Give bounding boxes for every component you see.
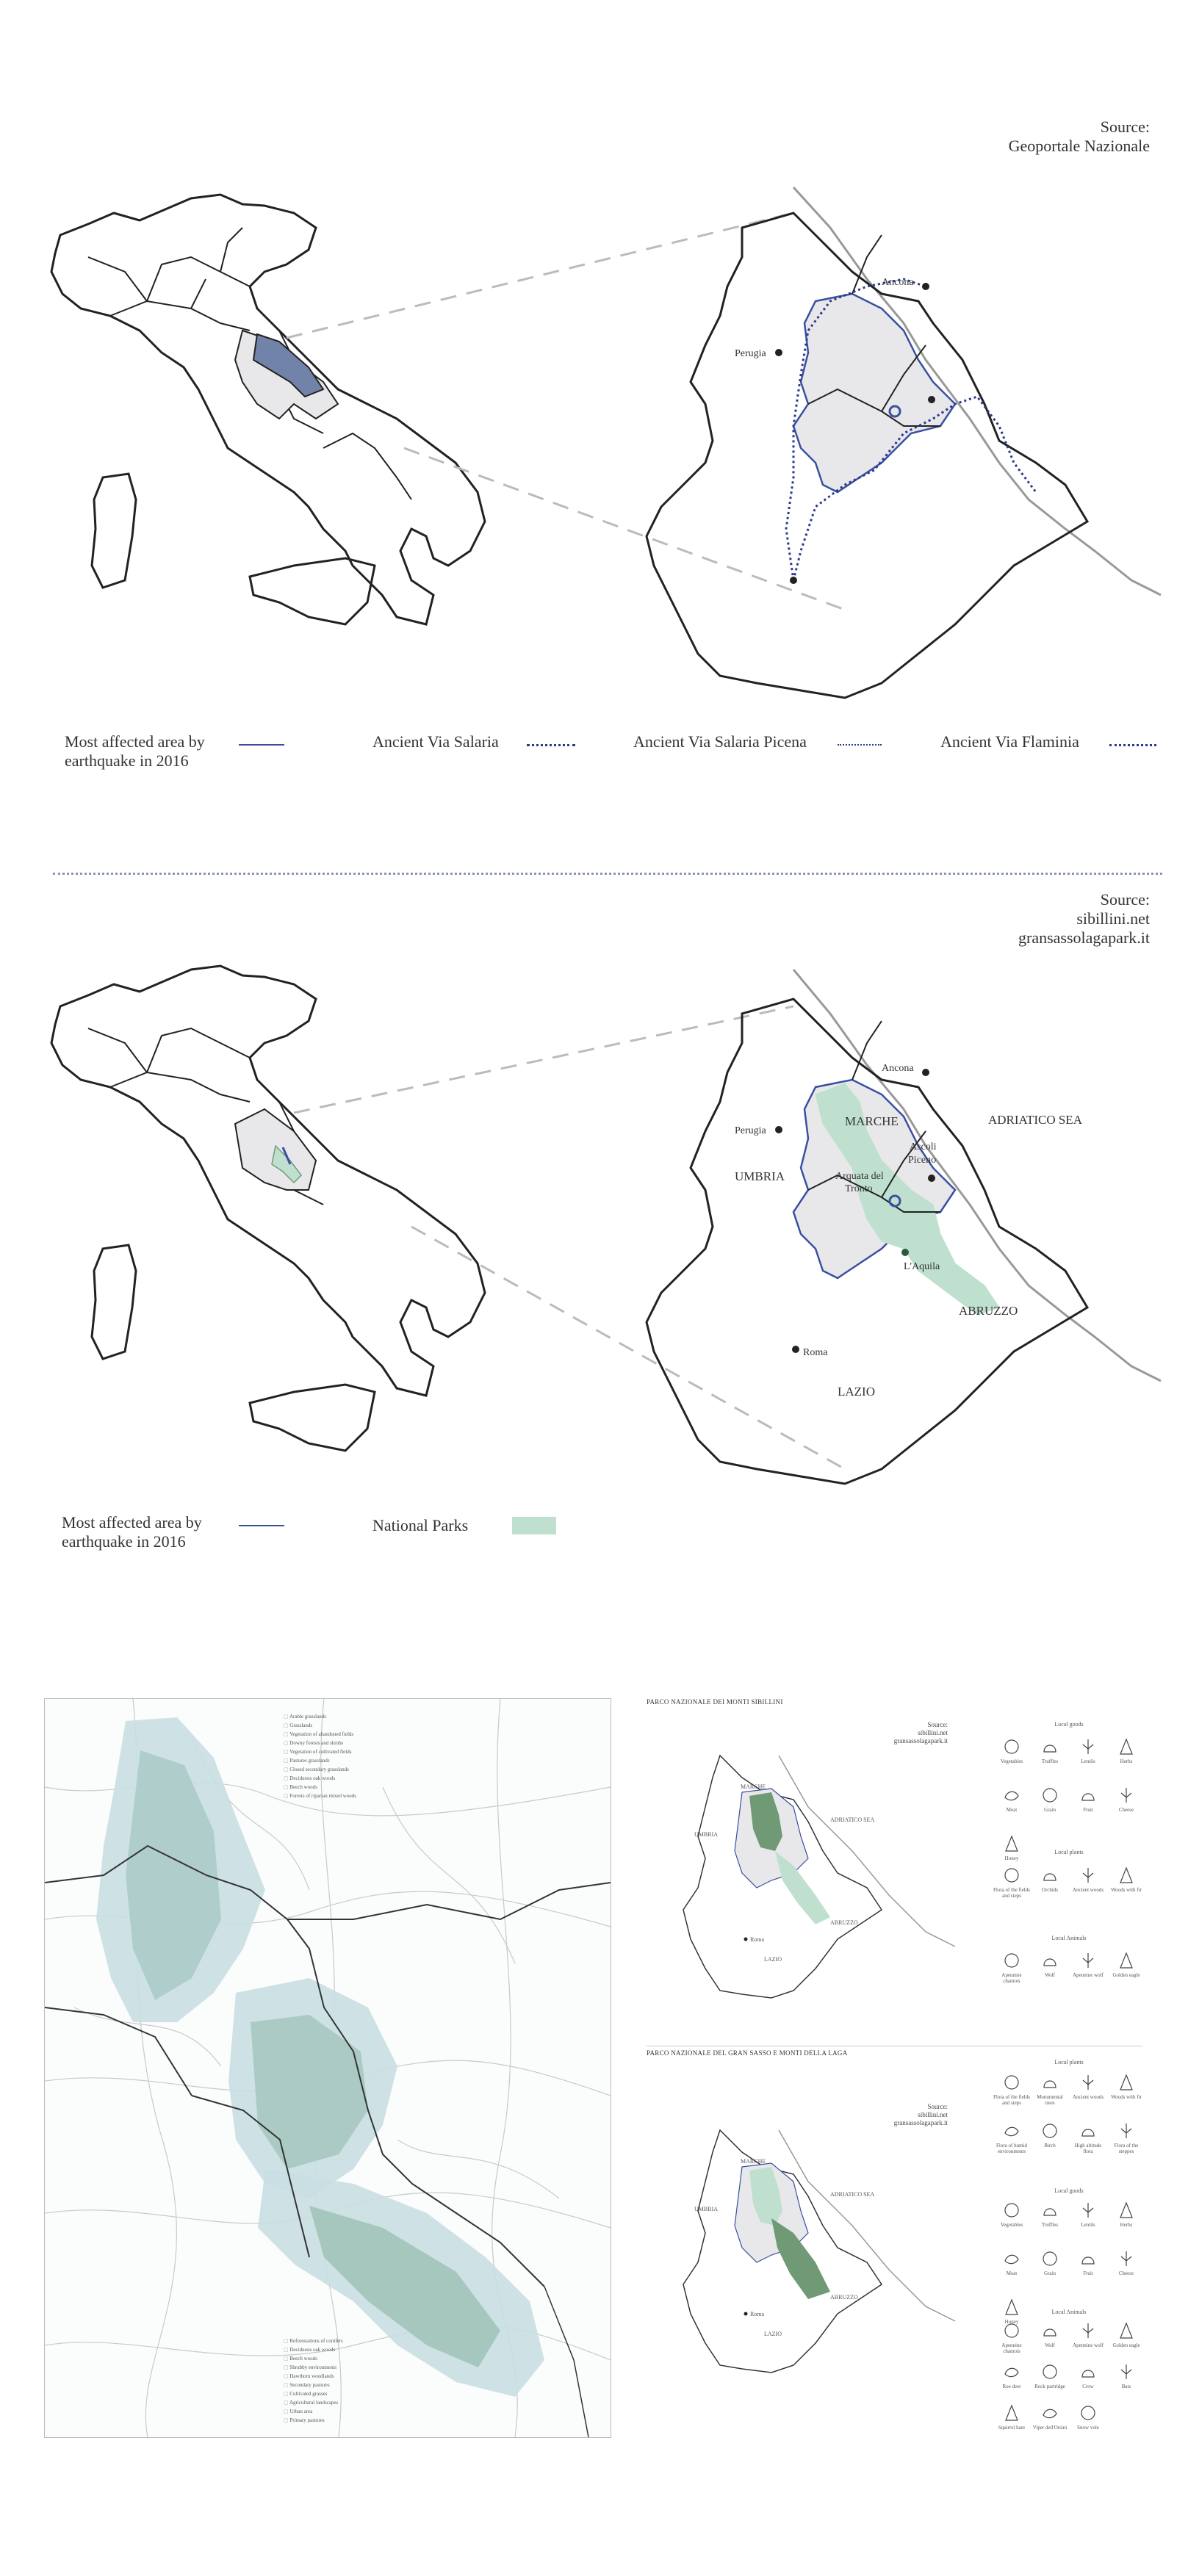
p1g0-item-5-icon bbox=[1040, 1786, 1059, 1805]
p2g1-item-0-label: Vegetables bbox=[1000, 2222, 1023, 2228]
p1g1-item-2-label: Ancient woods bbox=[1072, 1887, 1104, 1893]
lc-bot-9: ▢ Primary pastures bbox=[284, 2416, 343, 2425]
p1g0-item-0-label: Vegetables bbox=[1000, 1758, 1023, 1764]
p2g1-item-0-icon bbox=[1002, 2201, 1021, 2220]
p2g1-item-4-label: Meat bbox=[1006, 2270, 1018, 2276]
legend-2-affected-line2: earthquake in 2016 bbox=[62, 1532, 186, 1551]
p2g1-item-6 bbox=[1070, 2249, 1106, 2276]
lc-top-2: ▢ Vegetation of abandoned fields bbox=[284, 1730, 356, 1739]
p2g2-item-1-label: Wolf bbox=[1045, 2342, 1055, 2348]
source-2-line2: gransassolagapark.it bbox=[1018, 928, 1150, 947]
p1g0-item-7-icon bbox=[1117, 1786, 1136, 1805]
p2g1-item-5 bbox=[1032, 2249, 1068, 2276]
p2g0-item-2-label: Ancient woods bbox=[1072, 2094, 1104, 2100]
panel1-map bbox=[647, 1748, 955, 2013]
p1g0-item-6 bbox=[1070, 1786, 1106, 1813]
legend-1-affected-swatch bbox=[239, 744, 284, 746]
legend-1-affected-line1: Most affected area by bbox=[65, 732, 205, 751]
p2g0-item-4-icon bbox=[1002, 2121, 1021, 2140]
city-ascoli-l1: Ascoli bbox=[910, 1141, 937, 1152]
p2g1-item-1-icon bbox=[1040, 2201, 1059, 2220]
legend-1-flaminia: Ancient Via Flaminia bbox=[940, 732, 1079, 751]
p2g1-item-6-icon bbox=[1079, 2249, 1098, 2268]
p2g1-item-1 bbox=[1032, 2201, 1068, 2228]
p2g1-item-2 bbox=[1070, 2201, 1106, 2228]
source-2-label: Source: bbox=[1100, 890, 1150, 909]
p2g0-item-3-label: Woods with fir bbox=[1111, 2094, 1142, 2100]
p2g2-item-0-label: Apennine chamois bbox=[1001, 2342, 1022, 2354]
p1-roma: Roma bbox=[750, 1936, 765, 1943]
p1g0-item-2-label: Lentils bbox=[1081, 1758, 1095, 1764]
p2g0-item-7-icon bbox=[1117, 2121, 1136, 2140]
p1g0-item-3-icon bbox=[1117, 1737, 1136, 1756]
region-lazio: LAZIO bbox=[838, 1385, 875, 1399]
city-perugia-2: Perugia bbox=[735, 1125, 766, 1136]
p1-lazio: LAZIO bbox=[764, 1956, 782, 1963]
panel1-source bbox=[867, 1721, 948, 1745]
p1g1-item-2 bbox=[1070, 1866, 1106, 1893]
p2g2-item-1-icon bbox=[1040, 2321, 1059, 2340]
p1g0-item-7 bbox=[1108, 1786, 1145, 1813]
p1g2-item-0 bbox=[993, 1951, 1030, 1984]
p2g0-item-0-icon bbox=[1002, 2073, 1021, 2092]
lc-bot-8: ▢ Urban area bbox=[284, 2407, 343, 2416]
lc-bot-3: ▢ Shrubby environments bbox=[284, 2363, 343, 2372]
lc-top-3: ▢ Downy forests and shrubs bbox=[284, 1739, 356, 1747]
p1g0-item-2-icon bbox=[1079, 1737, 1098, 1756]
panel2-source-2: gransassolagapark.it bbox=[893, 2119, 948, 2126]
source-1-name: Geoportale Nazionale bbox=[1008, 137, 1150, 155]
p2g0-item-5-icon bbox=[1040, 2121, 1059, 2140]
p2g0-item-5-label: Birch bbox=[1044, 2143, 1056, 2149]
city-ascoli-l2: Piceno bbox=[908, 1155, 937, 1166]
p2g1-item-7-icon bbox=[1117, 2249, 1136, 2268]
p1g1-item-1 bbox=[1032, 1866, 1068, 1893]
p2g2-item-8-icon bbox=[1002, 2403, 1021, 2422]
legend-1-salaria: Ancient Via Salaria bbox=[372, 732, 499, 751]
panel1-title: PARCO NAZIONALE DEI MONTI SIBILLINI bbox=[647, 1698, 783, 1706]
landcover-svg bbox=[45, 1699, 611, 2437]
p2g1-item-4-icon bbox=[1002, 2249, 1021, 2268]
lc-top-6: ▢ Closed secondary grasslands bbox=[284, 1765, 356, 1774]
panel1-source-1: sibillini.net bbox=[918, 1729, 948, 1736]
legend-1-picena: Ancient Via Salaria Picena bbox=[633, 732, 807, 751]
p1g0-item-0 bbox=[993, 1737, 1030, 1764]
p2g2-item-9-label: Viper dell'Orsini bbox=[1032, 2425, 1068, 2431]
p1g0-item-3-label: Herbs bbox=[1120, 1758, 1133, 1764]
p2-group1-heading: Local goods bbox=[1054, 2187, 1084, 2194]
legend-2-parks-swatch bbox=[512, 1517, 556, 1534]
p1g2-item-2 bbox=[1070, 1951, 1106, 1978]
p2g2-item-9 bbox=[1032, 2403, 1068, 2431]
p2g1-item-7-label: Cheese bbox=[1118, 2270, 1134, 2276]
p2-lazio: LAZIO bbox=[764, 2331, 782, 2337]
p1g0-item-6-icon bbox=[1079, 1786, 1098, 1805]
p2g1-item-2-icon bbox=[1079, 2201, 1098, 2220]
p1g0-item-5 bbox=[1032, 1786, 1068, 1813]
p2g0-item-6 bbox=[1070, 2121, 1106, 2154]
p1g1-item-3-label: Woods with fir bbox=[1111, 1887, 1142, 1893]
lc-top-8: ▢ Beech woods bbox=[284, 1783, 356, 1792]
p2g0-item-2 bbox=[1070, 2073, 1106, 2100]
region-umbria: UMBRIA bbox=[735, 1169, 785, 1183]
lc-top-1: ▢ Grasslands bbox=[284, 1721, 356, 1730]
p1g1-item-1-icon bbox=[1040, 1866, 1059, 1885]
p2-adriatic: ADRIATICO SEA bbox=[830, 2191, 875, 2198]
panel1-source-2: gransassolagapark.it bbox=[893, 1737, 948, 1745]
p1g2-item-2-icon bbox=[1079, 1951, 1098, 1970]
p2g2-item-10-label: Snow vole bbox=[1077, 2425, 1099, 2431]
p2g0-item-6-icon bbox=[1079, 2121, 1098, 2140]
p2g0-item-2-icon bbox=[1079, 2073, 1098, 2092]
lc-top-9: ▢ Forests of riparian mixed woods bbox=[284, 1792, 356, 1800]
p2g0-item-1-icon bbox=[1040, 2073, 1059, 2092]
lc-bot-0: ▢ Reforestations of conifers bbox=[284, 2337, 343, 2345]
legend-2-parks: National Parks bbox=[372, 1516, 469, 1534]
p2g0-item-1 bbox=[1032, 2073, 1068, 2106]
p2g1-item-3 bbox=[1108, 2201, 1145, 2228]
p2-group0-heading: Local plants bbox=[1054, 2059, 1084, 2066]
p2g2-item-6-icon bbox=[1079, 2362, 1098, 2381]
p2g1-item-5-label: Grain bbox=[1044, 2270, 1056, 2276]
p1g1-item-2-icon bbox=[1079, 1866, 1098, 1885]
p1g2-item-0-label: Apennine chamois bbox=[1001, 1972, 1022, 1984]
p1g0-item-5-label: Grain bbox=[1044, 1807, 1056, 1813]
p2g2-item-5-icon bbox=[1040, 2362, 1059, 2381]
lc-top-5: ▢ Pastures grasslands bbox=[284, 1756, 356, 1765]
p2g2-item-4 bbox=[993, 2362, 1030, 2389]
p1-group2-heading: Local Animals bbox=[1051, 1935, 1087, 1941]
p2g1-item-4 bbox=[993, 2249, 1030, 2276]
p1g1-item-0 bbox=[993, 1866, 1030, 1899]
p1g0-item-8 bbox=[993, 1834, 1030, 1861]
p2g2-item-3 bbox=[1108, 2321, 1145, 2348]
lc-bot-7: ▢ Agricultural landscapes bbox=[284, 2398, 343, 2407]
p2g2-item-5-label: Rock partridge bbox=[1034, 2384, 1065, 2389]
p2-marche: MARCHE bbox=[741, 2158, 766, 2165]
p1g0-item-4-icon bbox=[1002, 1786, 1021, 1805]
p1g0-item-3 bbox=[1108, 1737, 1145, 1764]
p2g0-item-7-label: Flora of the steppes bbox=[1114, 2143, 1139, 2154]
p1g0-item-6-label: Fruit bbox=[1083, 1807, 1093, 1813]
p2g1-item-3-icon bbox=[1117, 2201, 1136, 2220]
panel2-title: PARCO NAZIONALE DEL GRAN SASSO E MONTI DELLA LAGA bbox=[647, 2049, 848, 2057]
p1g0-item-8-label: Honey bbox=[1004, 1855, 1019, 1861]
p2g2-item-6 bbox=[1070, 2362, 1106, 2389]
city-perugia-1: Perugia bbox=[735, 348, 766, 359]
source-2-line1: sibillini.net bbox=[1076, 909, 1150, 928]
p2g2-item-7-label: Bats bbox=[1121, 2384, 1131, 2389]
p2g0-item-1-label: Monumental trees bbox=[1037, 2094, 1063, 2106]
p1g0-item-7-label: Cheese bbox=[1118, 1807, 1134, 1813]
legend-1-flaminia-swatch bbox=[1109, 744, 1156, 746]
city-ancona-2: Ancona bbox=[882, 1063, 914, 1074]
lc-bot-2: ▢ Beech woods bbox=[284, 2354, 343, 2363]
map-detail-1 bbox=[0, 184, 1188, 712]
p1g0-item-4 bbox=[993, 1786, 1030, 1813]
p2g2-item-3-label: Golden eagle bbox=[1112, 2342, 1140, 2348]
p1g0-item-1-label: Truffles bbox=[1041, 1758, 1059, 1764]
source-2 bbox=[1018, 890, 1150, 948]
p1g2-item-1-icon bbox=[1040, 1951, 1059, 1970]
p2g0-item-3 bbox=[1108, 2073, 1145, 2100]
p1g2-item-1-label: Wolf bbox=[1045, 1972, 1055, 1978]
p1g0-item-2 bbox=[1070, 1737, 1106, 1764]
p2g1-item-8-label: Honey bbox=[1004, 2319, 1019, 2325]
p2g0-item-3-icon bbox=[1117, 2073, 1136, 2092]
landcover-legend-top bbox=[284, 1712, 356, 1800]
p2g0-item-7 bbox=[1108, 2121, 1145, 2154]
p2g0-item-4-label: Flora of humid environments bbox=[996, 2143, 1027, 2154]
p2g0-item-6-label: High altitude flora bbox=[1074, 2143, 1102, 2154]
panel1-source-0: Source: bbox=[927, 1721, 948, 1728]
lc-bot-1: ▢ Deciduous oak woods bbox=[284, 2345, 343, 2354]
p2g2-item-4-icon bbox=[1002, 2362, 1021, 2381]
p2g2-item-5 bbox=[1032, 2362, 1068, 2389]
p2g2-item-2-icon bbox=[1079, 2321, 1098, 2340]
lc-bot-6: ▢ Cultivated grasses bbox=[284, 2389, 343, 2398]
lc-bot-4: ▢ Hawthorn woodlands bbox=[284, 2372, 343, 2381]
region-abruzzo: ABRUZZO bbox=[959, 1304, 1018, 1318]
legend-1-picena-swatch bbox=[838, 744, 882, 746]
affected-area-1 bbox=[793, 294, 955, 492]
p2g2-item-1 bbox=[1032, 2321, 1068, 2348]
p2g2-item-10-icon bbox=[1079, 2403, 1098, 2422]
p1g0-item-4-label: Meat bbox=[1006, 1807, 1018, 1813]
region-adriatic: ADRIATICO SEA bbox=[988, 1113, 1082, 1127]
p2g2-item-2-label: Apennine wolf bbox=[1073, 2342, 1104, 2348]
p1-adriatic: ADRIATICO SEA bbox=[830, 1816, 875, 1823]
panel2-source-0: Source: bbox=[927, 2103, 948, 2110]
p1g0-item-0-icon bbox=[1002, 1737, 1021, 1756]
legend-1-salaria-swatch bbox=[527, 744, 575, 746]
p2g2-item-2 bbox=[1070, 2321, 1106, 2348]
source-1 bbox=[1009, 118, 1150, 156]
p2g1-item-0 bbox=[993, 2201, 1030, 2228]
p1g2-item-2-label: Apennine wolf bbox=[1073, 1972, 1104, 1978]
p2g1-item-5-icon bbox=[1040, 2249, 1059, 2268]
vegetation-patches bbox=[96, 1717, 544, 2397]
legend-2-affected-swatch bbox=[239, 1525, 284, 1526]
legend-2-affected-line1: Most affected area by bbox=[62, 1513, 202, 1531]
p2g2-item-3-icon bbox=[1117, 2321, 1136, 2340]
p2g2-item-7-icon bbox=[1117, 2362, 1136, 2381]
panel2-source-1: sibillini.net bbox=[918, 2111, 948, 2118]
p2g0-item-5 bbox=[1032, 2121, 1068, 2149]
region-marche: MARCHE bbox=[845, 1114, 899, 1128]
separator bbox=[53, 873, 1162, 875]
city-arquata-l2: Tronto bbox=[845, 1183, 873, 1194]
p2g2-item-9-icon bbox=[1040, 2403, 1059, 2422]
p1g2-item-0-icon bbox=[1002, 1951, 1021, 1970]
p1g0-item-1-icon bbox=[1040, 1737, 1059, 1756]
p2g0-item-4 bbox=[993, 2121, 1030, 2154]
landcover-legend-bottom bbox=[284, 2337, 343, 2425]
city-roma: Roma bbox=[803, 1347, 828, 1358]
p1g1-item-3 bbox=[1108, 1866, 1145, 1893]
p1g2-item-3 bbox=[1108, 1951, 1145, 1978]
p2g2-item-6-label: Crow bbox=[1082, 2384, 1094, 2389]
p2g1-item-1-label: Truffles bbox=[1041, 2222, 1059, 2228]
p2g2-item-0 bbox=[993, 2321, 1030, 2354]
legend-2-affected bbox=[62, 1513, 202, 1551]
p2-umbria: UMBRIA bbox=[694, 2206, 719, 2212]
city-laquila: L'Aquila bbox=[904, 1261, 940, 1272]
lc-top-0: ▢ Arable grasslands bbox=[284, 1712, 356, 1721]
p2g2-item-4-label: Roe deer bbox=[1002, 2384, 1021, 2389]
p2g1-item-7 bbox=[1108, 2249, 1145, 2276]
p1g1-item-0-icon bbox=[1002, 1866, 1021, 1885]
p1-umbria: UMBRIA bbox=[694, 1831, 719, 1838]
legend-1-affected-line2: earthquake in 2016 bbox=[65, 751, 189, 770]
lc-bot-5: ▢ Secondary pastures bbox=[284, 2381, 343, 2389]
map-detail-2 bbox=[0, 955, 1188, 1513]
p2g0-item-0 bbox=[993, 2073, 1030, 2106]
p1g2-item-1 bbox=[1032, 1951, 1068, 1978]
p2g2-item-7 bbox=[1108, 2362, 1145, 2389]
p1g2-item-3-label: Golden eagle bbox=[1112, 1972, 1140, 1978]
p1-group1-heading: Local plants bbox=[1054, 1849, 1084, 1855]
p1-marche: MARCHE bbox=[741, 1783, 766, 1790]
city-arquata-l1: Arquata del bbox=[835, 1171, 884, 1182]
lc-top-4: ▢ Vegetation of cultivated fields bbox=[284, 1747, 356, 1756]
p2g1-item-2-label: Lentils bbox=[1081, 2222, 1095, 2228]
p1g0-item-1 bbox=[1032, 1737, 1068, 1764]
source-1-label: Source: bbox=[1100, 118, 1150, 136]
p1g2-item-3-icon bbox=[1117, 1951, 1136, 1970]
p2g1-item-3-label: Herbs bbox=[1120, 2222, 1133, 2228]
p2-group2-heading: Local Animals bbox=[1051, 2309, 1087, 2315]
p2g2-item-8-label: Squirrel hare bbox=[998, 2425, 1026, 2431]
panel2-map bbox=[647, 2123, 955, 2387]
p2-roma: Roma bbox=[750, 2311, 765, 2317]
p2g2-item-0-icon bbox=[1002, 2321, 1021, 2340]
legend-1-affected bbox=[65, 732, 205, 771]
p2g2-item-8 bbox=[993, 2403, 1030, 2431]
p1g1-item-3-icon bbox=[1117, 1866, 1136, 1885]
p2-abruzzo: ABRUZZO bbox=[830, 2294, 858, 2301]
p1-group0-heading: Local goods bbox=[1054, 1721, 1084, 1728]
p1-abruzzo: ABRUZZO bbox=[830, 1919, 858, 1926]
lc-top-7: ▢ Deciduous oak woods bbox=[284, 1774, 356, 1783]
p2g2-item-10 bbox=[1070, 2403, 1106, 2431]
p1g1-item-0-label: Flora of the fields and steps bbox=[993, 1887, 1030, 1899]
p1g1-item-1-label: Orchids bbox=[1041, 1887, 1059, 1893]
p2g1-item-6-label: Fruit bbox=[1083, 2270, 1093, 2276]
city-ancona-1: Ancona bbox=[882, 277, 914, 288]
p2g0-item-0-label: Flora of the fields and steps bbox=[993, 2094, 1030, 2106]
landcover-map bbox=[44, 1698, 611, 2438]
